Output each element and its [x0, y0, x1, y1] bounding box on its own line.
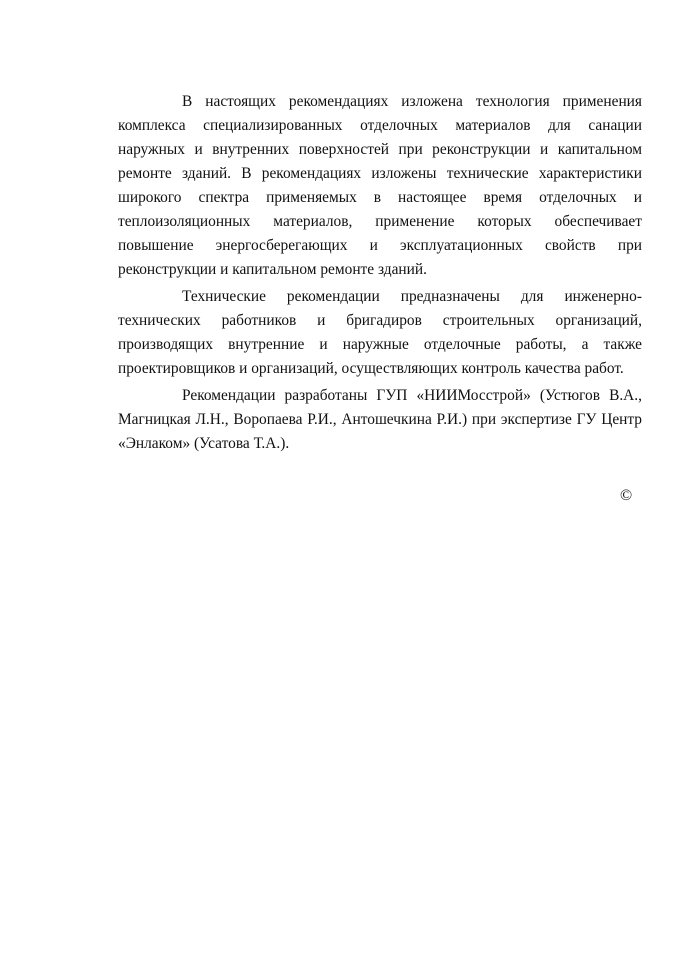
paragraph-technology-description: В настоящих рекомендациях изложена технология применения комплекса специализированных отделочных материалов для санации наружных и внутренних поверхностей при реконструкции и капитальном ремонте зданий. В рекомендациях изложены технические характеристики широкого спектра применяемых в настоящее время отделочных и теплоизоляционных материалов, применение которых обеспечивает повышение энергосберегающих и эксплуатационных свойств при реконструкции и капитальном ремонте зданий. — [118, 93, 642, 278]
paragraph-intended-audience: Технические рекомендации предназначены для инженерно-технических работников и бригадиров строительных организаций, производящих внутренние и наружные отделочные работы, а также проектировщиков и организаций, осуществляющих контроль качества работ. — [118, 288, 642, 377]
copyright-symbol: © — [620, 487, 633, 504]
paragraph-authors: Рекомендации разработаны ГУП «НИИМосстрой» (Устюгов В.А., Магницкая Л.Н., Воропаева Р.И., Антошечкина Р.И.) при экспертизе ГУ Центр «Энлаком» (Усатова Т.А.). — [118, 387, 642, 452]
document-body — [118, 90, 642, 459]
